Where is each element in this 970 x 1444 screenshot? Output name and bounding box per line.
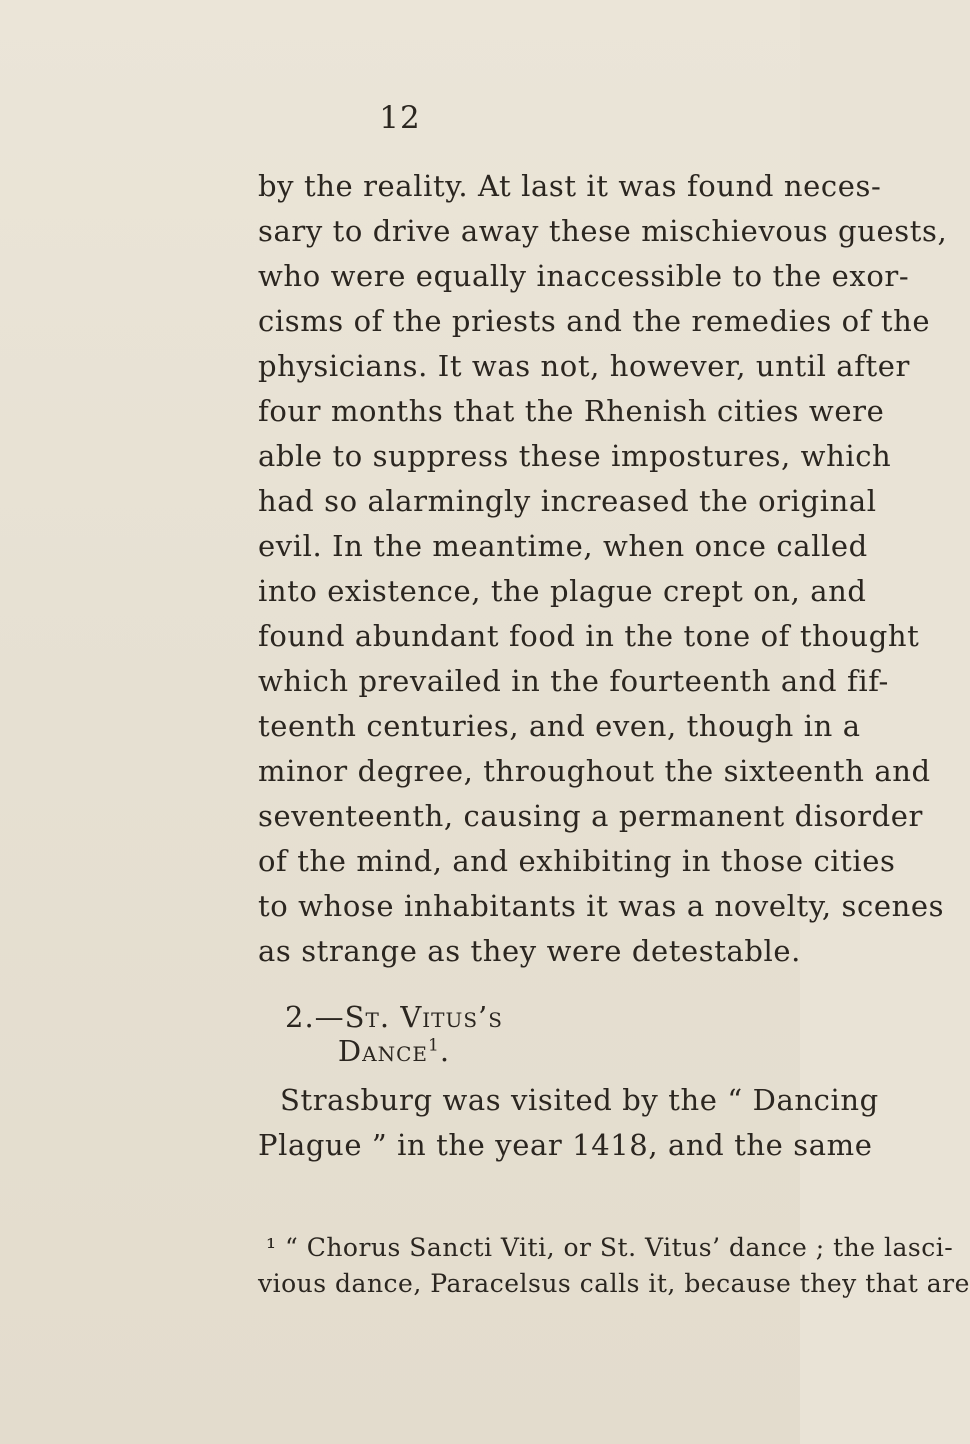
footnote-line: vious dance, Paracelsus calls it, because they that are bbox=[258, 1269, 970, 1298]
text-line: who were equally inaccessible to the exor- bbox=[258, 259, 910, 293]
text-line: physicians. It was not, however, until after bbox=[258, 349, 911, 383]
text-line: Strasburg was visited by the “ Dancing bbox=[280, 1083, 879, 1117]
text-line: found abundant food in the tone of thought bbox=[258, 619, 920, 653]
text-line: as strange as they were detestable. bbox=[258, 934, 801, 968]
text-line: evil. In the meantime, when once called bbox=[258, 529, 868, 563]
text-line: minor degree, throughout the sixteenth and bbox=[258, 754, 931, 788]
section-title-period: . bbox=[439, 1034, 451, 1068]
text-line: able to suppress these impostures, which bbox=[258, 439, 892, 473]
footnote-reference: 1 bbox=[428, 1035, 440, 1056]
text-line: had so alarmingly increased the original bbox=[258, 484, 877, 518]
text-line: by the reality. At last it was found neces- bbox=[258, 169, 882, 203]
text-line: into existence, the plague crept on, and bbox=[258, 574, 867, 608]
text-line: seventeenth, causing a permanent disorder bbox=[258, 799, 924, 833]
section-number: 2.— bbox=[285, 1000, 345, 1034]
text-line: Plague ” in the year 1418, and the same bbox=[258, 1128, 873, 1162]
text-line: of the mind, and exhibiting in those cities bbox=[258, 844, 896, 878]
text-line: cisms of the priests and the remedies of the bbox=[258, 304, 931, 338]
footnote-line: ¹ “ Chorus Sancti Viti, or St. Vitus’ dance ; the lasci- bbox=[266, 1233, 954, 1262]
text-line: sary to drive away these mischievous guests, bbox=[258, 214, 948, 248]
text-line: four months that the Rhenish cities were bbox=[258, 394, 885, 428]
text-line: to whose inhabitants it was a novelty, scenes bbox=[258, 889, 945, 923]
page-number: 12 bbox=[379, 100, 421, 136]
text-line: which prevailed in the fourteenth and fif- bbox=[258, 664, 889, 698]
text-line: teenth centuries, and even, though in a bbox=[258, 709, 861, 743]
section-heading bbox=[258, 1000, 530, 1068]
section-title: St. Vitus’s Dance bbox=[337, 1000, 503, 1068]
